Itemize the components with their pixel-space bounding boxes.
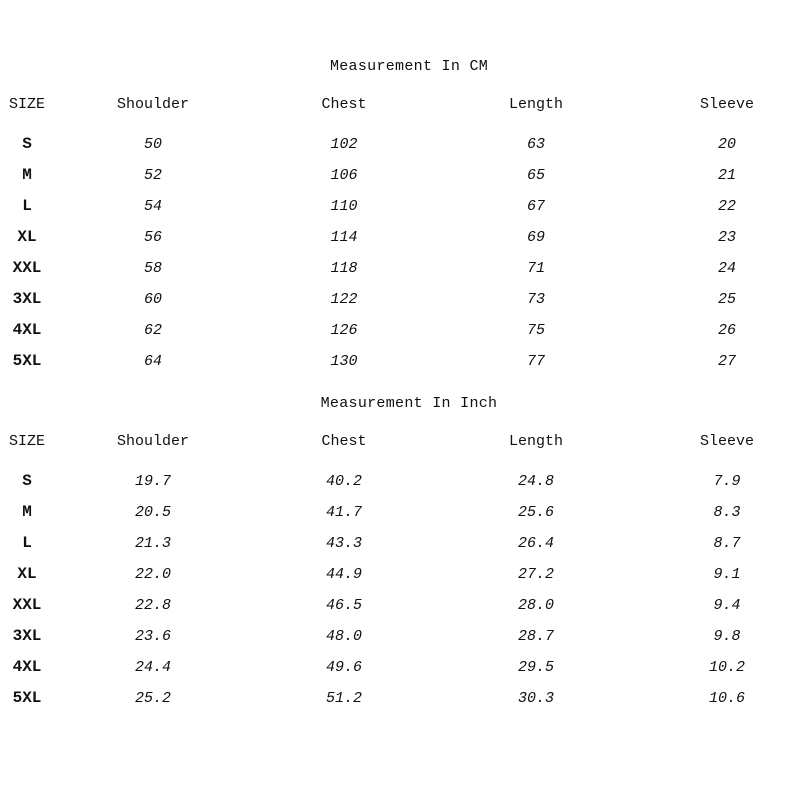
length-cell: 69 [526, 229, 546, 246]
length-cell: 24.8 [517, 473, 555, 490]
cm-size-table [0, 55, 800, 377]
sleeve-cell: 10.2 [708, 659, 746, 676]
length-cell: 65 [526, 167, 546, 184]
size-cell: 3XL [12, 290, 42, 308]
table-row [0, 222, 800, 253]
size-cell: S [22, 135, 32, 153]
sleeve-cell: 26 [717, 322, 737, 339]
shoulder-cell: 19.7 [134, 473, 172, 490]
size-cell: XL [17, 565, 37, 583]
length-cell: 30.3 [517, 690, 555, 707]
size-cell: M [22, 503, 32, 521]
size-cell: 5XL [12, 689, 42, 707]
header-chest: Chest [321, 96, 367, 113]
shoulder-cell: 54 [143, 198, 163, 215]
shoulder-cell: 25.2 [134, 690, 172, 707]
shoulder-cell: 24.4 [134, 659, 172, 676]
size-cell: 4XL [12, 321, 42, 339]
table-row [0, 466, 800, 497]
shoulder-cell: 20.5 [134, 504, 172, 521]
chest-cell: 102 [330, 136, 358, 153]
length-cell: 77 [526, 353, 546, 370]
shoulder-cell: 64 [143, 353, 163, 370]
inch-header-row [0, 432, 800, 466]
inch-table-title: Measurement In Inch [320, 395, 498, 412]
sleeve-cell: 20 [717, 136, 737, 153]
length-cell: 67 [526, 198, 546, 215]
table-row [0, 129, 800, 160]
chest-cell: 114 [330, 229, 358, 246]
cm-table-body [0, 129, 800, 377]
chest-cell: 49.6 [325, 659, 363, 676]
size-cell: XXL [12, 259, 42, 277]
sleeve-cell: 24 [717, 260, 737, 277]
shoulder-cell: 22.0 [134, 566, 172, 583]
header-shoulder: Shoulder [116, 96, 190, 113]
shoulder-cell: 22.8 [134, 597, 172, 614]
chest-cell: 122 [330, 291, 358, 308]
table-row [0, 528, 800, 559]
length-cell: 26.4 [517, 535, 555, 552]
header-size: SIZE [8, 96, 46, 113]
sleeve-cell: 21 [717, 167, 737, 184]
sleeve-cell: 25 [717, 291, 737, 308]
cm-table-title: Measurement In CM [329, 58, 489, 75]
chest-cell: 40.2 [325, 473, 363, 490]
header-length: Length [508, 433, 564, 450]
sleeve-cell: 9.1 [713, 566, 741, 583]
sleeve-cell: 10.6 [708, 690, 746, 707]
length-cell: 28.0 [517, 597, 555, 614]
header-sleeve: Sleeve [699, 96, 755, 113]
size-cell: L [22, 534, 32, 552]
length-cell: 73 [526, 291, 546, 308]
size-cell: L [22, 197, 32, 215]
length-cell: 27.2 [517, 566, 555, 583]
length-cell: 28.7 [517, 628, 555, 645]
chest-cell: 118 [330, 260, 358, 277]
table-row [0, 559, 800, 590]
size-cell: 4XL [12, 658, 42, 676]
header-size: SIZE [8, 433, 46, 450]
table-row [0, 590, 800, 621]
size-cell: M [22, 166, 32, 184]
shoulder-cell: 62 [143, 322, 163, 339]
size-cell: 5XL [12, 352, 42, 370]
inch-size-table [0, 392, 800, 714]
length-cell: 25.6 [517, 504, 555, 521]
shoulder-cell: 52 [143, 167, 163, 184]
header-chest: Chest [321, 433, 367, 450]
chest-cell: 48.0 [325, 628, 363, 645]
sleeve-cell: 8.7 [713, 535, 741, 552]
chest-cell: 110 [330, 198, 358, 215]
shoulder-cell: 23.6 [134, 628, 172, 645]
sleeve-cell: 22 [717, 198, 737, 215]
sleeve-cell: 9.8 [713, 628, 741, 645]
length-cell: 71 [526, 260, 546, 277]
cm-header-row [0, 95, 800, 129]
shoulder-cell: 50 [143, 136, 163, 153]
chest-cell: 130 [330, 353, 358, 370]
length-cell: 75 [526, 322, 546, 339]
length-cell: 63 [526, 136, 546, 153]
chest-cell: 41.7 [325, 504, 363, 521]
size-cell: S [22, 472, 32, 490]
header-shoulder: Shoulder [116, 433, 190, 450]
header-length: Length [508, 96, 564, 113]
table-row [0, 621, 800, 652]
sleeve-cell: 8.3 [713, 504, 741, 521]
shoulder-cell: 56 [143, 229, 163, 246]
chest-cell: 126 [330, 322, 358, 339]
shoulder-cell: 58 [143, 260, 163, 277]
sleeve-cell: 7.9 [713, 473, 741, 490]
size-cell: 3XL [12, 627, 42, 645]
table-row [0, 346, 800, 377]
table-row [0, 160, 800, 191]
sleeve-cell: 9.4 [713, 597, 741, 614]
chest-cell: 51.2 [325, 690, 363, 707]
header-sleeve: Sleeve [699, 433, 755, 450]
table-row [0, 315, 800, 346]
length-cell: 29.5 [517, 659, 555, 676]
chest-cell: 44.9 [325, 566, 363, 583]
sleeve-cell: 27 [717, 353, 737, 370]
table-row [0, 191, 800, 222]
table-row [0, 683, 800, 714]
chest-cell: 106 [330, 167, 358, 184]
inch-table-body [0, 466, 800, 714]
shoulder-cell: 21.3 [134, 535, 172, 552]
shoulder-cell: 60 [143, 291, 163, 308]
sleeve-cell: 23 [717, 229, 737, 246]
table-row [0, 253, 800, 284]
chest-cell: 43.3 [325, 535, 363, 552]
size-cell: XXL [12, 596, 42, 614]
table-row [0, 284, 800, 315]
table-row [0, 652, 800, 683]
table-row [0, 497, 800, 528]
chest-cell: 46.5 [325, 597, 363, 614]
size-cell: XL [17, 228, 37, 246]
